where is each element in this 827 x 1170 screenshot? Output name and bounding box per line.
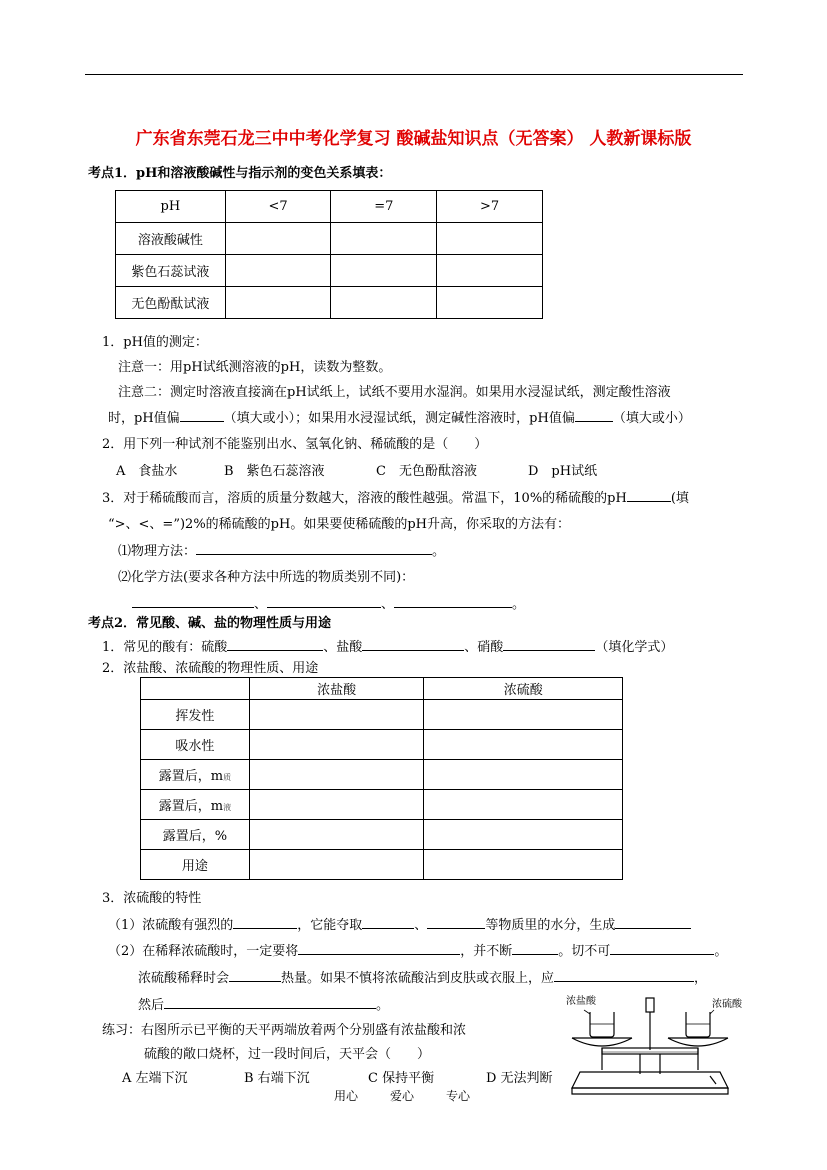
blank[interactable]: [427, 915, 485, 929]
table1-row-label: 无色酚酞试液: [116, 287, 226, 319]
table2-cell[interactable]: [424, 850, 623, 880]
blank[interactable]: [298, 941, 460, 955]
table1-cell[interactable]: [225, 223, 331, 255]
page-title: 广东省东莞石龙三中中考化学复习 酸碱盐知识点（无答案） 人教新课标版: [135, 129, 692, 149]
blank[interactable]: [503, 637, 595, 651]
sulfuric-properties-title: 3．浓硫酸的特性: [102, 891, 202, 906]
table2-row-label: 露置后，%: [141, 820, 250, 850]
blank[interactable]: [362, 915, 414, 929]
table1-header-cell: <7: [225, 191, 331, 223]
ph-measure-title: 1．pH值的测定：: [102, 335, 208, 350]
table2-header-cell: 浓盐酸: [249, 678, 424, 700]
figure-label-left: 浓盐酸: [566, 996, 596, 1007]
blank[interactable]: [394, 594, 512, 608]
table2-cell[interactable]: [249, 820, 424, 850]
footer-item: 专心: [446, 1089, 471, 1103]
question-2-stem: 2．用下列一种试剂不能鉴别出水、氢氧化钠、稀硫酸的是（ ）: [102, 437, 488, 452]
q2-option-c[interactable]: C 无色酚酞溶液: [376, 464, 477, 479]
table2-header-cell: 浓硫酸: [424, 678, 623, 700]
blank[interactable]: [627, 488, 671, 502]
table1-cell[interactable]: [437, 255, 543, 287]
sulfuric-line3: 浓硫酸稀释时会 热量。如果不慎将浓硫酸沾到皮肤或衣服上，应 ，: [138, 967, 707, 986]
table2-cell[interactable]: [424, 820, 623, 850]
chemical-method: ⑵化学方法(要求各种方法中所选的物质类别不同)：: [118, 570, 415, 585]
practice-option-c[interactable]: C 保持平衡: [368, 1071, 435, 1086]
blank[interactable]: [554, 968, 694, 982]
note-two-line1: 注意二：测定时溶液直接滴在pH试纸上，试纸不要用水湿润。如果用水浸湿试纸，测定酸性溶液: [118, 385, 671, 400]
table2-cell[interactable]: [424, 760, 623, 790]
common-acids: 1．常见的酸有：硫酸 、盐酸 、硝酸 （填化学式）: [102, 636, 673, 655]
table1-cell[interactable]: [225, 255, 331, 287]
table1-header-cell: pH: [116, 191, 226, 223]
note-one: 注意一：用pH试纸测溶液的pH，读数为整数。: [118, 360, 392, 375]
table1-header-cell: >7: [437, 191, 543, 223]
note-two-line2: 时，pH值偏 （填大或小）；如果用水浸湿试纸，测定碱性溶液时，pH值偏 （填大或小）: [108, 407, 691, 426]
table2-cell[interactable]: [249, 850, 424, 880]
practice-line2: 硫酸的敞口烧杯，过一段时间后，天平会（ ）: [144, 1047, 431, 1062]
q2-option-b[interactable]: B 紫色石蕊溶液: [224, 464, 325, 479]
table1-cell[interactable]: [331, 223, 437, 255]
table2-row-label: 吸水性: [141, 730, 250, 760]
table2-cell[interactable]: [249, 790, 424, 820]
table1-row-label: 溶液酸碱性: [116, 223, 226, 255]
sulfuric-line2: （2）在稀释浓硫酸时，一定要将 ，并不断 。切不可 。: [108, 940, 727, 959]
practice-option-a[interactable]: A 左端下沉: [122, 1071, 188, 1086]
table2-cell[interactable]: [249, 730, 424, 760]
table2-row-label: 露置后，m质: [141, 760, 250, 790]
table2-cell[interactable]: [424, 790, 623, 820]
blank[interactable]: [615, 915, 691, 929]
section2-heading: 考点2．常见酸、碱、盐的物理性质与用途: [88, 616, 332, 631]
question-3-line1: 3．对于稀硫酸而言，溶质的质量分数越大，溶液的酸性越强。常温下，10%的稀硫酸的pH (填: [102, 487, 689, 506]
table2-header-cell: [141, 678, 250, 700]
blank[interactable]: [610, 941, 714, 955]
table1-cell[interactable]: [331, 255, 437, 287]
acid-properties-title: 2．浓盐酸、浓硫酸的物理性质、用途: [102, 661, 319, 676]
table2-row-label: 露置后，m液: [141, 790, 250, 820]
blank[interactable]: [227, 637, 323, 651]
table1-cell[interactable]: [225, 287, 331, 319]
table2-cell[interactable]: [249, 760, 424, 790]
header-rule: [85, 74, 743, 75]
blank[interactable]: [362, 637, 464, 651]
blank[interactable]: [233, 915, 297, 929]
acid-properties-table: [140, 677, 623, 880]
table2-row-label: 用途: [141, 850, 250, 880]
balance-scale-icon: [560, 990, 760, 1102]
physical-method: ⑴物理方法： 。: [118, 540, 445, 559]
question-3-line2: “>、<、=”)2%的稀硫酸的pH。如果要使稀硫酸的pH升高，你采取的方法有：: [108, 517, 570, 532]
blank[interactable]: [164, 995, 376, 1009]
blank[interactable]: [512, 941, 558, 955]
blank[interactable]: [575, 408, 613, 422]
figure-label-right: 浓硫酸: [712, 999, 742, 1010]
practice-line1: 练习：右图所示已平衡的天平两端放着两个分别盛有浓盐酸和浓: [102, 1023, 467, 1038]
footer-item: 爱心: [390, 1089, 415, 1103]
q2-option-d[interactable]: D pH试纸: [528, 464, 598, 479]
blank[interactable]: [267, 594, 381, 608]
footer-item: 用心: [334, 1089, 359, 1103]
table2-row-label: 挥发性: [141, 700, 250, 730]
blank[interactable]: [196, 541, 432, 555]
blank[interactable]: [229, 968, 281, 982]
table1-cell[interactable]: [437, 287, 543, 319]
table1-cell[interactable]: [331, 287, 437, 319]
practice-option-b[interactable]: B 右端下沉: [244, 1071, 310, 1086]
table1-row-label: 紫色石蕊试液: [116, 255, 226, 287]
blank[interactable]: [132, 594, 254, 608]
table1-header-cell: =7: [331, 191, 437, 223]
blank[interactable]: [180, 408, 224, 422]
section1-heading: 考点1．pH和溶液酸碱性与指示剂的变色关系填表：: [88, 166, 392, 181]
table2-cell[interactable]: [249, 700, 424, 730]
practice-option-d[interactable]: D 无法判断: [486, 1071, 553, 1086]
table1-cell[interactable]: [437, 223, 543, 255]
sulfuric-line4: 然后 。: [138, 994, 389, 1013]
chemical-method-blanks: 、 、 。: [132, 593, 525, 612]
sulfuric-line1: （1）浓硫酸有强烈的 ，它能夺取 、 等物质里的水分，生成: [108, 914, 691, 933]
q2-option-a[interactable]: A 食盐水: [116, 464, 178, 479]
table2-cell[interactable]: [424, 730, 623, 760]
table2-cell[interactable]: [424, 700, 623, 730]
ph-indicator-table: [115, 190, 543, 319]
